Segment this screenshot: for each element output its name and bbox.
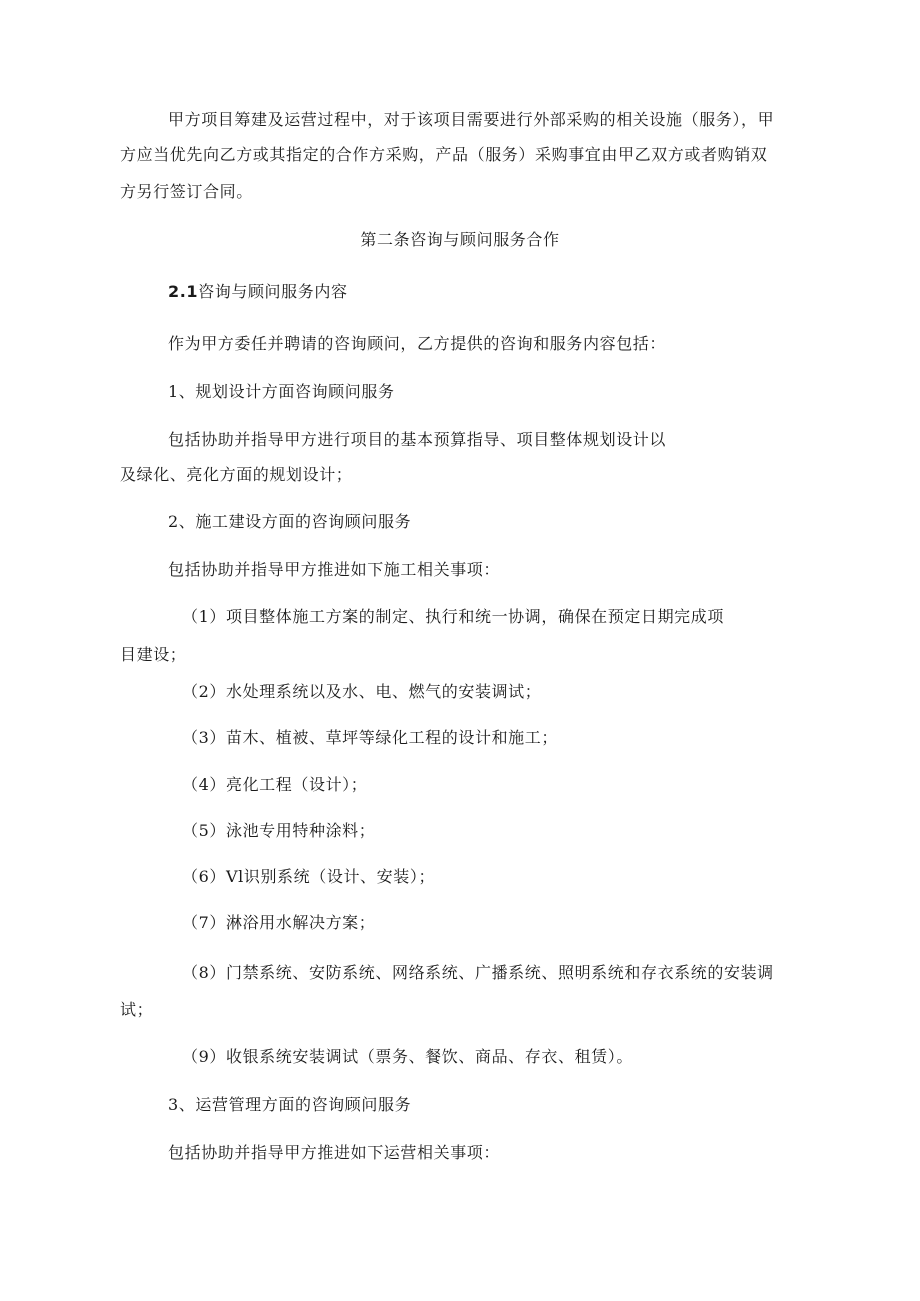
section-intro: 作为甲方委任并聘请的咨询顾问，乙方提供的咨询和服务内容包括： <box>168 334 667 353</box>
item-2-sub-9: （9）收银系统安装调试（票务、餐饮、商品、存衣、租赁）。 <box>182 1047 633 1066</box>
section-number: 2.1 <box>168 282 199 301</box>
intro-line-3: 方另行签订合同。 <box>120 182 253 201</box>
item-2-sub-4: （4）亮化工程（设计）； <box>182 775 368 794</box>
item-1-body-line-1: 包括协助并指导甲方进行项目的基本预算指导、项目整体规划设计以 <box>168 430 667 449</box>
intro-line-2: 方应当优先向乙方或其指定的合作方采购，产品（服务）采购事宜由甲乙双方或者购销双 <box>120 145 768 164</box>
item-2-sub-7: （7）淋浴用水解决方案； <box>182 913 376 932</box>
item-1-title: 1、规划设计方面咨询顾问服务 <box>168 382 395 401</box>
item-2-sub-1-line-1: （1）项目整体施工方案的制定、执行和统一协调，确保在预定日期完成项 <box>182 607 724 626</box>
item-2-sub-5: （5）泳池专用特种涂料； <box>182 821 376 840</box>
item-2-sub-6: （6）Vl识别系统（设计、安装）； <box>182 867 436 886</box>
item-2-sub-2: （2）水处理系统以及水、电、燃气的安装调试； <box>182 682 542 701</box>
article-title: 第二条咨询与顾问服务合作 <box>360 230 560 249</box>
item-1-body-line-2: 及绿化、亮化方面的规划设计； <box>120 465 353 484</box>
item-2-title: 2、施工建设方面的咨询顾问服务 <box>168 512 412 531</box>
item-2-sub-8-line-1: （8）门禁系统、安防系统、网络系统、广播系统、照明系统和存衣系统的安装调 <box>182 963 774 982</box>
item-3-intro: 包括协助并指导甲方推进如下运营相关事项： <box>168 1143 501 1162</box>
item-2-sub-8-line-2: 试； <box>120 1000 154 1019</box>
intro-line-1: 甲方项目筹建及运营过程中，对于该项目需要进行外部采购的相关设施（服务），甲 <box>168 110 775 129</box>
section-2-1-heading <box>168 282 348 302</box>
item-3-title: 3、运营管理方面的咨询顾问服务 <box>168 1095 412 1114</box>
item-2-sub-3: （3）苗木、植被、草坪等绿化工程的设计和施工； <box>182 728 558 747</box>
item-2-sub-1-line-2: 目建设； <box>120 645 187 664</box>
section-title: 咨询与顾问服务内容 <box>198 282 348 301</box>
item-2-intro: 包括协助并指导甲方推进如下施工相关事项： <box>168 560 501 579</box>
